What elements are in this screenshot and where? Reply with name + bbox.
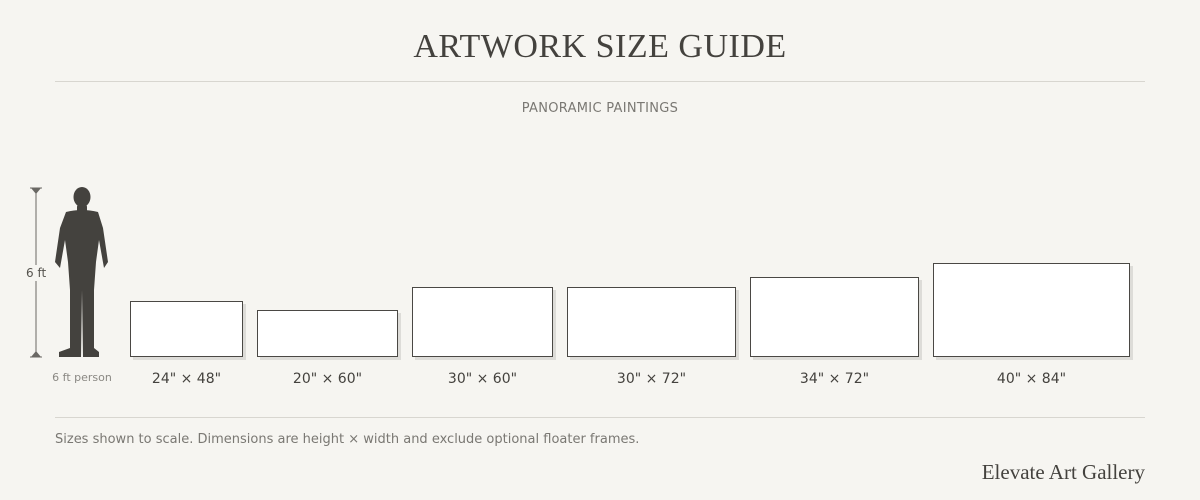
painting-size-label: 40" × 84" xyxy=(996,371,1067,387)
gallery-brand: Elevate Art Gallery xyxy=(981,460,1145,484)
section-subtitle: PANORAMIC PAINTINGS xyxy=(521,101,679,116)
footer-divider xyxy=(55,417,1145,418)
footnote: Sizes shown to scale. Dimensions are height × width and exclude optional floater frames. xyxy=(55,432,640,447)
painting-2 xyxy=(257,310,398,357)
painting-size-label: 20" × 60" xyxy=(292,371,363,387)
person-caption: 6 ft person xyxy=(52,371,112,384)
painting-size-label: 30" × 60" xyxy=(447,371,518,387)
painting-4 xyxy=(567,287,736,357)
painting-3 xyxy=(412,287,553,357)
height-scale-label: 6 ft xyxy=(26,266,47,280)
person-silhouette-icon xyxy=(55,187,108,357)
page-title: ARTWORK SIZE GUIDE xyxy=(413,28,787,65)
painting-size-label: 30" × 72" xyxy=(616,371,687,387)
painting-1 xyxy=(130,301,243,357)
painting-size-label: 34" × 72" xyxy=(799,371,870,387)
painting-size-label: 24" × 48" xyxy=(151,371,222,387)
painting-5 xyxy=(750,277,919,357)
painting-6 xyxy=(933,263,1130,357)
